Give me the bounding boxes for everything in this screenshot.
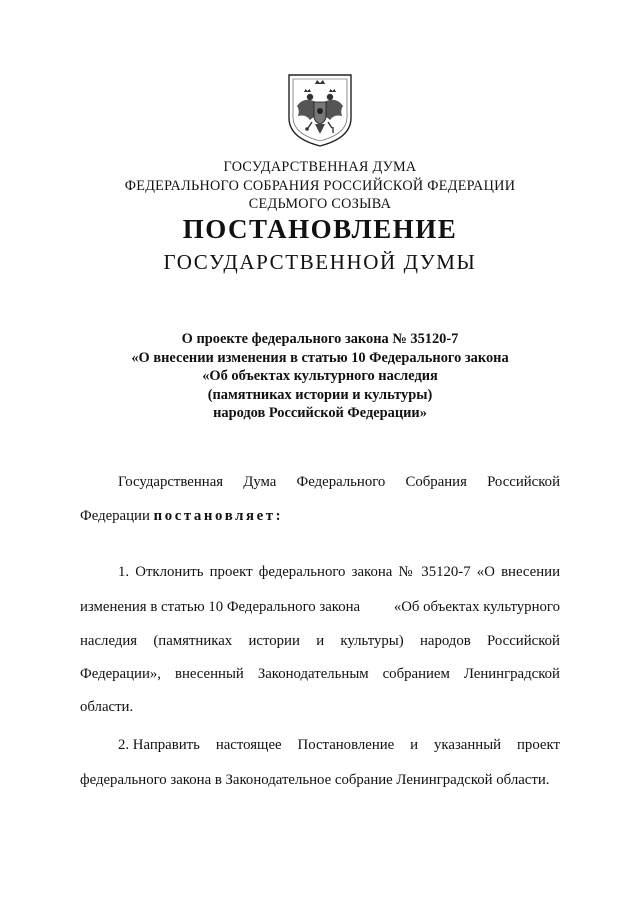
subject-line-4: (памятниках истории и культуры)	[207, 386, 433, 403]
clause-word: настоящее	[215, 737, 282, 753]
clause-word: культуры)	[340, 633, 404, 649]
preamble-word: Федерального	[296, 474, 386, 490]
clause-word: внесенный	[174, 666, 244, 682]
clause-1-line-1: 1. Отклонить проект федерального закона № 35120-7 «О внесении	[118, 564, 560, 580]
preamble-line-2	[80, 506, 283, 526]
clause-word: 2. Направить	[118, 737, 200, 753]
clause-word: истории	[248, 633, 300, 649]
clause-word: (памятниках	[153, 633, 233, 649]
header-line-1: ГОСУДАРСТВЕННАЯ ДУМА	[223, 159, 417, 175]
clause-2-line-1	[118, 735, 560, 755]
preamble-word: Российской	[487, 474, 560, 490]
preamble-word: Государственная	[118, 474, 224, 490]
clause-word: Федерации»,	[80, 666, 161, 682]
header-line-3: СЕДЬМОГО СОЗЫВА	[248, 196, 392, 213]
clause-2-line-2: федерального закона в Законодательное собрание Ленинградской области.	[80, 772, 550, 788]
document-title: ПОСТАНОВЛЕНИЕ	[182, 214, 458, 244]
clause-1-line-5: области.	[80, 699, 134, 715]
clause-1-line-4	[80, 664, 560, 684]
clause-word: и	[316, 633, 325, 649]
preamble-line-1	[118, 472, 560, 492]
clause-1-line-2-right: «Об объектах культурного	[393, 599, 560, 615]
clause-word: Российской	[487, 633, 560, 649]
double-headed-eagle-emblem-icon	[286, 72, 354, 148]
clause-word: народов	[419, 633, 471, 649]
header-line-2: ФЕДЕРАЛЬНОГО СОБРАНИЯ РОССИЙСКОЙ ФЕДЕРАЦИИ	[124, 177, 516, 194]
clause-word: проект	[517, 737, 560, 753]
subject-line-5: народов Российской Федерации»	[213, 405, 427, 422]
subject-line-1: О проекте федерального закона № 35120-7	[181, 331, 459, 347]
preamble-word: Собрания	[405, 474, 467, 490]
clause-word: и	[410, 737, 419, 753]
clause-word: Законодательным	[257, 666, 369, 682]
clause-1-line-3	[80, 631, 560, 651]
subject-line-2: «О внесении изменения в статью 10 Федерального закона	[131, 349, 509, 366]
clause-word: Постановление	[297, 737, 395, 753]
preamble-federation: Федерации	[80, 508, 150, 524]
clause-1-line-2-left: изменения в статью 10 Федерального закона	[80, 599, 361, 615]
clause-word: наследия	[80, 633, 138, 649]
document-subject	[0, 330, 640, 423]
clause-1-line-2	[80, 597, 560, 617]
document-subtitle: ГОСУДАРСТВЕННОЙ ДУМЫ	[163, 250, 477, 274]
preamble-word: Дума	[243, 474, 277, 490]
clause-word: Ленинградской	[463, 666, 560, 682]
clause-word: собранием	[382, 666, 450, 682]
issuer-header	[0, 158, 640, 214]
preamble-resolves: постановляет:	[153, 508, 284, 524]
clause-word: указанный	[434, 737, 502, 753]
subject-line-3: «Об объектах культурного наследия	[202, 368, 438, 385]
